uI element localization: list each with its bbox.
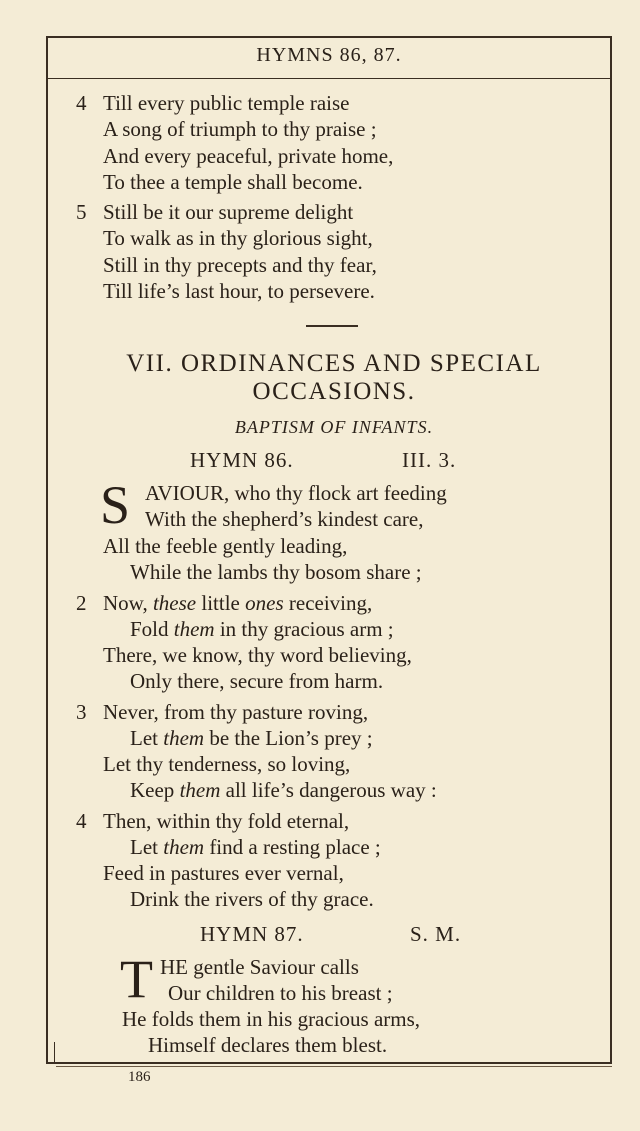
verse-line: Fold them in thy gracious arm ; [130,617,394,641]
running-head: HYMNS 86, 87. [256,44,402,66]
verse-line: With the shepherd’s kindest care, [145,507,424,531]
verse-line: Then, within thy fold eternal, [103,809,350,833]
page-number: 186 [128,1069,151,1085]
verse-line: And every peaceful, private home, [103,144,394,168]
verse-line: Till every public temple raise [103,91,350,115]
verse-line: Let thy tenderness, so loving, [103,752,351,776]
verse-line: Let them find a resting place ; [130,835,381,859]
hymn-title: HYMN 87. [200,922,304,946]
hymn-meter: III. 3. [402,448,457,472]
drop-cap: T [120,949,153,1009]
bottom-rule [56,1066,612,1067]
section-title: VII. ORDINANCES AND SPECIAL [126,350,542,377]
verse-line: Still in thy precepts and thy fear, [103,253,377,277]
hymn-meter: S. M. [410,922,462,946]
verse-line: Only there, secure from harm. [130,669,384,693]
verse-line: Still be it our supreme delight [103,200,354,224]
verse-number: 2 [76,591,87,615]
verse-line: He folds them in his gracious arms, [122,1007,421,1031]
verse-line: Now, these little ones receiving, [103,591,373,615]
section-title-continued: OCCASIONS. [252,378,416,405]
verse-line: All the feeble gently leading, [103,534,348,558]
section-subhead: BAPTISM OF INFANTS. [234,417,434,437]
drop-cap: S [100,475,131,535]
verse-line: Never, from thy pasture roving, [103,700,369,724]
header-rule [48,78,610,79]
verse-number: 5 [76,200,87,224]
verse-line: Our children to his breast ; [168,981,393,1005]
hymn-title: HYMN 86. [190,448,294,472]
verse-number: 4 [76,809,87,833]
verse-line: Let them be the Lion’s prey ; [130,726,373,750]
verse-line: HE gentle Saviour calls [160,955,359,979]
verse-line: AVIOUR, who thy flock art feeding [145,481,447,505]
verse-line: While the lambs thy bosom share ; [130,560,422,584]
verse-number: 3 [76,700,87,724]
verse-line: Keep them all life’s dangerous way : [130,778,437,802]
verse-line: To thee a temple shall become. [103,170,363,194]
section-divider [306,325,358,327]
verse-number: 4 [76,91,87,115]
verse-line: Till life’s last hour, to persevere. [103,279,375,303]
margin-mark [54,1042,55,1064]
verse-line: Drink the rivers of thy grace. [130,887,374,911]
verse-line: Himself declares them blest. [148,1033,388,1057]
verse-line: Feed in pastures ever vernal, [103,861,344,885]
verse-line: There, we know, thy word believing, [103,643,412,667]
verse-line: To walk as in thy glorious sight, [103,226,373,250]
verse-line: A song of triumph to thy praise ; [103,117,377,141]
